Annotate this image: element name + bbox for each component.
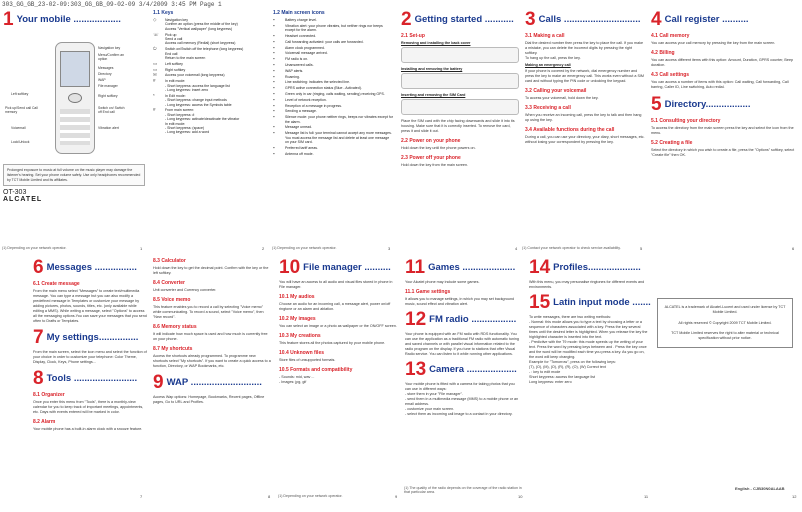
page-number-11: 11: [644, 494, 649, 499]
sim-illustration: [401, 99, 519, 115]
status-icon-description: Headset connected.: [285, 34, 317, 38]
status-icon: ▪: [273, 114, 275, 120]
status-icon-description: WAP alerts.: [285, 68, 304, 73]
status-icon-description: Alarm clock programmed.: [285, 45, 325, 50]
page-calls: [522, 10, 648, 250]
page-legal: [654, 258, 796, 498]
key-icon: ▭: [153, 60, 158, 66]
subsection-battery: Installing and removing the battery: [401, 67, 463, 71]
status-icon-description: Green only in car (ringing, calls waiting, sending) receiving GPS.: [285, 91, 385, 96]
key-icon: ☏: [153, 31, 159, 37]
create-message-text: From the main menu select "Messages" to create text/multimedia message. You can type a message but you can also modify a predefined message in Templates or customize your message by adding pictures, photos, sounds, titles, etc. (only available while editing a MMS). While writing a message, select "Options" to access all the messaging options.You can save your messages that you send often to Drafts or Templates.: [33, 289, 147, 323]
status-icon-description: Roaming.: [285, 74, 300, 79]
chapter-number: 8: [33, 368, 44, 389]
status-icon-row: [273, 109, 393, 113]
key-row: [153, 18, 265, 31]
label-voicemail: Voicemail: [11, 126, 26, 130]
game-settings-text: It allows you to manage settings, in which you may set background music, sound effect and vibration alert.: [405, 297, 515, 306]
status-icon-description: Sending a message.: [285, 109, 317, 114]
page-getting-started: [398, 10, 522, 250]
chapter-title: Getting started ...........: [414, 14, 514, 25]
status-icon: ▪: [273, 67, 275, 73]
key-icon: ✉: [153, 72, 157, 78]
key-description: Left softkey: [165, 61, 183, 66]
battery-illustration: [401, 73, 519, 89]
status-icon-description: Message list is full: your terminal cannot accept any more messages. You must access the message list and delete at least one message on your SIM card.: [285, 131, 392, 144]
chapter-number: 10: [279, 258, 301, 278]
power-off-text: Hold down the key from the main screen.: [401, 163, 469, 167]
unknown-files-text: Store files of unsupported formats.: [279, 358, 336, 362]
page-number-2: 2: [262, 246, 265, 251]
key-icon: #: [153, 107, 156, 113]
status-icon-description: Level of network reception.: [285, 97, 327, 102]
footnote-p9: (1) Depending on your network operator.: [278, 494, 343, 498]
status-icon: ▪: [273, 33, 275, 38]
status-icon-row: [273, 63, 393, 67]
section-formats: 10.5 Formats and compatibility: [279, 367, 353, 373]
status-icon-row: [273, 104, 393, 108]
chapter-number: 15: [529, 292, 551, 313]
status-icon-row: [273, 131, 393, 144]
status-icon: ▪: [273, 130, 275, 136]
status-icon-row: [273, 115, 393, 124]
status-icon: ▪: [273, 85, 275, 91]
section-create-message: 6.1 Create message: [33, 281, 80, 287]
status-icon-row: [273, 146, 393, 150]
label-right-softkey: Right softkey: [98, 94, 118, 98]
section-shortcuts: 8.7 My shortcuts: [153, 346, 193, 352]
trademark-notice: ALCATEL is a trademark of Alcatel-Lucent and used under license by TCT Mobile Limited. All rights reserved © Copyright 2009 TCT Mobile Limited. TCT Mobile Limited reserves the right to alter material or technical specification without prior notice.: [657, 298, 793, 348]
chapter-number: 3: [525, 10, 536, 30]
page-file-manager: [276, 258, 402, 498]
key-row: [153, 62, 265, 66]
my-audios-text: Choose an audio for an incoming call, a message alert, power on/off ringtone or an alarm and ablation.: [279, 302, 391, 311]
status-icon-row: [273, 51, 393, 55]
making-call-text: Dial the desired number then press the key to place the call. If you make a mistake, you can delete the incorrect digits by pressing the right softkey. To hang up the call, press the key.: [525, 41, 644, 60]
chapter-number: 7: [33, 327, 44, 348]
converter-text: Unit converter and Currency converter.: [153, 288, 217, 292]
chapter-heading: [3, 10, 145, 29]
key-icon: *: [153, 92, 155, 98]
page-call-register: [648, 10, 798, 250]
section-my-audios: 10.1 My audios: [279, 294, 315, 300]
section-voice-memo: 8.5 Voice memo: [153, 297, 191, 303]
chapter-number: 12: [405, 309, 427, 330]
status-icon-description: GPRS active connection status (Blue - Activated).: [285, 86, 362, 91]
footnote-p6: (1) Contact your network operator to check service availability.: [522, 246, 621, 250]
status-icon: ▪: [273, 73, 275, 79]
status-icon-description: Vibration alert: your phone vibrates, but neither rings nor beeps except for the alarm.: [285, 23, 383, 33]
brand-logo: ALCATEL: [3, 196, 43, 204]
status-icon-description: Reception of a message in progress.: [285, 103, 343, 108]
voice-memo-text: This feature enables you to record a call by selecting "Voice memo" while communicating. To record a sound, select "Voice memo", then "New record".: [153, 305, 264, 319]
status-icon-description: Battery charge level.: [285, 18, 317, 22]
subsection-back-cover: Removing and installing the back cover: [401, 41, 471, 45]
key-row: [153, 47, 265, 60]
status-icon-row: [273, 69, 393, 73]
status-icon: ▪: [273, 96, 275, 102]
chapter-title: Messages ................: [46, 262, 137, 273]
alarm-text: Your mobile phone has a built-in alarm clock with a snooze feature.: [33, 427, 143, 431]
status-icon: ▪: [273, 38, 275, 44]
keypad: [60, 109, 90, 145]
section-call-settings: 4.3 Call settings: [651, 72, 690, 78]
power-on-text: Hold down the key until the phone powers on.: [401, 146, 476, 150]
chapter-number: 4: [651, 10, 662, 30]
status-icon-description: Call forwarding activated: your calls are forwarded.: [285, 39, 364, 44]
icons-list: [273, 18, 393, 156]
key-row: [153, 68, 265, 72]
page-number-1: 1: [140, 246, 143, 251]
key-description: Access your voicemail (long keypress): [165, 73, 225, 78]
games-intro: Your Alcatel phone may include some games.: [405, 280, 480, 284]
status-icon: ▪: [273, 150, 275, 156]
status-icon-description: Unanswered calls.: [285, 62, 314, 67]
section-alarm: 8.2 Alarm: [33, 419, 56, 425]
page-number-10: 10: [518, 494, 523, 499]
section-my-images: 10.2 My images: [279, 316, 316, 322]
status-icon-row: [273, 92, 393, 96]
receiving-text: When you receive an incoming call, press the key to talk and then hang up using the key.: [525, 113, 642, 122]
section-making-call: 3.1 Making a call: [525, 33, 565, 39]
call-settings-text: You can access a number of items with this option: Call waiting, Call forwarding, Call barring, Caller ID, Line switching, Auto redial.: [651, 80, 789, 89]
section-converter: 8.4 Converter: [153, 280, 185, 286]
page-keys: [150, 10, 268, 250]
footnote-p3: (1) Depending on your network operator.: [272, 246, 337, 250]
status-icon-description: Antenna off mode.: [285, 151, 314, 156]
key-row: [153, 79, 265, 92]
status-icon: ▪: [273, 108, 275, 114]
wap-text: Access Wap options: Homepage, Bookmarks, Recent pages, Offline pages, Go to URL and Profiles.: [153, 395, 265, 404]
status-icon: ▪: [273, 44, 275, 50]
status-icon-row: [273, 40, 393, 44]
file-manager-intro: You will have an access to all audio and visual files stored in phone in File manager.: [279, 280, 393, 289]
billing-text: You can access different items with this option: Amount, Duration, GPRS counter, Beep duration.: [651, 58, 794, 67]
status-icon: ▪: [273, 61, 275, 67]
call-memory-text: You can access your call memory by pressing the key from the main screen.: [651, 41, 776, 45]
section-setup: 2.1 Set-up: [401, 33, 425, 39]
label-vibration: Vibration alert: [98, 126, 119, 130]
page-number-9: 9: [395, 494, 398, 499]
chapter-number: 11: [405, 258, 426, 278]
label-left-softkey: Left softkey: [11, 92, 29, 96]
status-icon-row: [273, 18, 393, 22]
bottom-sheet: [0, 258, 802, 508]
key-icon: #: [153, 78, 156, 84]
footnote-p1: (1) Depending on your network operator.: [2, 246, 67, 250]
section-functions: 3.4 Available functions during the call: [525, 127, 615, 133]
section-power-off: 2.3 Power off your phone: [401, 155, 461, 161]
functions-text: During a call, you can use your directory, your diary, short messages, etc. without losing your correspondent by pressing the key.: [525, 135, 645, 144]
chapter-number: 6: [33, 258, 44, 278]
section-keys: 1.1 Keys: [153, 10, 174, 16]
hearing-warning: Prolonged exposure to music at full volume on the music player may damage the listener's hearing. Set your phone volume safely. Use only headphones recommended by TCT Mobile Limited and its affiliates.: [3, 164, 145, 186]
key-description: Pick up Send a call Access call memory (Redial) (short keypress): [165, 32, 236, 46]
status-icon-description: FM radio is on.: [285, 57, 309, 62]
shortcuts-text: Access the shortcuts already programmed. To programme new shortcuts select "My shortcuts". If you want to create a quick access to a function, Directory, or WAP Bookmarks, etc.: [153, 354, 271, 368]
key-description: In edit mode: - Short keypress: access the language list - Long keypress: insert zero: [165, 79, 230, 93]
camera-text: Your mobile phone is fitted with a camera for taking photos that you can use in different ways: - store them in your "File manager". - send them in a multimedia message (MMS) to a mobile phone or an email address. - customize your main screen. - select them as incoming call image to a contact in your directory.: [405, 382, 519, 416]
section-power-on: 2.2 Power on your phone: [401, 138, 461, 144]
chapter-title: Latin input mode .......: [553, 297, 651, 308]
chapter-title: WAP ...........................: [166, 377, 262, 388]
page-profiles: [526, 258, 652, 498]
organizer-text: Once you enter this menu from "Tools", there is a monthly-view calendar for you to keep track of important meetings, appointments, etc. Days with events entered will be marked in color.: [33, 400, 144, 414]
phone-illustration: [55, 42, 95, 154]
input-mode-text: To write messages, there are two writing methods: - Normal: this mode allows you to type a text by choosing a letter or a sequence of characters associated with a key. Press the key several times until the desired letter is highlighted. When you release the key the highlighted character is inserted into the text. - Predictive with the T9 mode: this mode speeds up the writing of your text. Press the word by pressing keys between and . Press the key once and the word will be modified each time you press a key. As you go on, the word will keep changing. Example for "Tomorrow", press on the following keys: (T), (O), (M), (O), (R), (R), (O), (W) Correct text - : key to edit mode Short keypress: access the language list Long keypress: enter zero: [529, 315, 648, 384]
section-unknown-files: 10.4 Unknown files: [279, 350, 325, 356]
status-icon-description: Line switching: indicates the selected line.: [285, 80, 350, 85]
key-description: Right softkey: [165, 67, 186, 72]
status-icon-row: [273, 46, 393, 50]
document-code: English - CJB30N0ALAAB: [735, 486, 785, 491]
page-messages: [30, 258, 150, 498]
profiles-intro: With this menu, you may personalise ringtones for different events and environments.: [529, 280, 645, 289]
label-lock: Lock/Unlock: [11, 140, 30, 144]
label-nav: Navigation key: [98, 46, 121, 50]
fm-radio-text: Your phone is equipped with an FM radio with RDS functionality. You can use the application as a traditional FM radio with automatic tuning and saved channels or with parallel visual information related to the radio program on the display. If you tune to stations that offer Visual Radio service. You can listen to it while running other applications.: [405, 332, 519, 356]
label-wap: WAP: [98, 78, 106, 82]
chapter-number: 9: [153, 372, 164, 393]
section-my-creations: 10.3 My creations: [279, 333, 321, 339]
label-switch: Switch on/ Switch off End call: [98, 106, 125, 114]
page-tools-continued: [150, 258, 274, 498]
section-creating-file: 5.2 Creating a file: [651, 140, 693, 146]
key-row: [153, 33, 265, 46]
page-games: [402, 258, 524, 498]
page-number-12: 12: [792, 494, 797, 499]
status-icon-row: [273, 98, 393, 102]
chapter-title: Directory.................: [664, 99, 751, 110]
key-description: In Edit mode: - Short keypress: change input methods - Long keypress: access the Symbols table: [165, 93, 232, 107]
status-icon-description: Message unread.: [285, 125, 313, 130]
label-directory: Directory: [98, 72, 112, 76]
page-number-3: 3: [388, 246, 391, 251]
chapter-title: File manager ..........: [303, 262, 391, 273]
page-number-6: 6: [792, 246, 795, 251]
print-header: 303_GG_GB_23-02-09:303_GG_GB_09-02-09 3/4/2009 3:45 PM Page 1: [2, 1, 222, 8]
key-row: [153, 108, 265, 134]
memory-text: It will indicate how much space is used and how much is currently free on your phone.: [153, 332, 268, 341]
subsection-sim: Inserting and removing the SIM Card: [401, 93, 466, 97]
status-icon: ▪: [273, 22, 275, 28]
settings-text: From the main screen, select the icon menu and select the function of your choice in order to customize your telephone: Color Theme, Display, Clock, Keys, Phone settings...: [33, 350, 147, 364]
chapter-number: 2: [401, 10, 412, 30]
keys-list: [153, 18, 265, 135]
chapter-title: My settings...............: [46, 332, 139, 343]
label-pickup: Pick up/Send call Call memory: [5, 106, 38, 114]
section-icons: 1.2 Main screen icons: [273, 10, 325, 16]
status-icon: ▪: [273, 124, 275, 130]
chapter-title: Calls .............................: [538, 14, 641, 25]
chapter-number: 13: [405, 359, 427, 380]
status-icon: ▪: [273, 102, 275, 108]
status-icon-description: Preferred tariff areas.: [285, 145, 319, 150]
key-description: Switch on/Switch off the telephone (long keypress) End call Return to the main screen: [165, 47, 244, 61]
back-cover-illustration: [401, 47, 519, 63]
creating-file-text: Select the directory in which you wish to create a file, press the "Options" softkey, select "Create file" then OK.: [651, 148, 795, 157]
status-icon-description: Voicemail message arrived.: [285, 51, 328, 56]
key-icon: ⏻: [153, 46, 157, 52]
label-messages: Messages: [98, 66, 114, 70]
model-name: OT-303: [3, 189, 27, 197]
chapter-number: 5: [651, 94, 662, 115]
page-number-5: 5: [640, 246, 643, 251]
status-icon: ▪: [273, 144, 275, 150]
key-icon: ▭: [153, 66, 158, 72]
status-icon-row: [273, 34, 393, 38]
section-memory: 8.6 Memory status: [153, 324, 197, 330]
calculator-text: Hold down the key to get the decimal point. Confirm with the key or the left softkey.: [153, 266, 269, 275]
key-row: [153, 73, 265, 77]
status-icon: ▪: [273, 90, 275, 96]
formats-text: - Sounds: mid, wav ... - Images: jpg, gif: [279, 375, 315, 384]
status-icon-row: [273, 24, 393, 33]
chapter-title: Call register ..........: [664, 14, 749, 25]
chapter-number: 1: [3, 10, 14, 30]
key-description: Navigation key Confirm an option (press the middle of the key) Access "Vertical wallpaper" (long keypress): [165, 18, 238, 31]
status-icon: ▪: [273, 56, 275, 62]
label-file: File manager: [98, 84, 118, 88]
page-main-screen-icons: [270, 10, 396, 250]
status-icon-row: [273, 75, 393, 79]
key-description: From main screen: - Short keypress: # - Long keypress: activate/deactivate the vibrator In edit mode: - Short keypress: (space) - Long keypress: add a word: [165, 108, 240, 135]
chapter-title: Games ....................: [428, 262, 516, 273]
subsection-emergency: Making an emergency call: [525, 63, 571, 67]
top-sheet: [0, 10, 802, 260]
page-number-4: 4: [515, 246, 518, 251]
my-images-text: You can select an image or a photo as wallpaper or the ON/OFF screen.: [279, 324, 397, 328]
status-icon: ▪: [273, 50, 275, 56]
section-billing: 4.2 Billing: [651, 50, 675, 56]
status-icon-row: [273, 80, 393, 84]
page-your-mobile: [0, 10, 148, 250]
status-icon: ▪: [273, 79, 275, 85]
chapter-title: Your mobile ..................: [16, 14, 121, 25]
section-organizer: 8.1 Organizer: [33, 392, 65, 398]
chapter-number: 14: [529, 258, 551, 278]
chapter-title: FM radio .................: [429, 314, 517, 325]
my-creations-text: This feature stores all the photos captured by your mobile phone.: [279, 341, 386, 345]
section-game-settings: 11.1 Game settings: [405, 289, 451, 295]
footnote-p10: (1) The quality of the radio depends on the coverage of the radio station in that particular area.: [404, 486, 522, 494]
status-icon-row: [273, 57, 393, 61]
status-icon-row: [273, 152, 393, 156]
section-calculator: 8.3 Calculator: [153, 258, 186, 264]
key-row: [153, 94, 265, 107]
voicemail-text: To access your voicemail, hold down the key.: [525, 96, 599, 100]
page-number-7: 7: [140, 494, 143, 499]
consulting-text: To access the directory from the main screen press the key and select the icon from the menu.: [651, 126, 794, 135]
key-icon: ◇: [153, 17, 157, 22]
chapter-title: Camera ...................: [429, 364, 517, 375]
section-consulting: 5.1 Consulting your directory: [651, 118, 721, 124]
sim-text: Place the SIM card with the chip facing downwards and slide it into its housing. Make sure that it is correctly inserted. To remove the card, press it and slide it out.: [401, 119, 515, 133]
status-icon: ▪: [273, 17, 275, 22]
nav-key: [68, 93, 82, 103]
page-number-8: 8: [268, 494, 271, 499]
section-receiving: 3.3 Receiving a call: [525, 105, 571, 111]
section-voicemail: 3.2 Calling your voicemail: [525, 88, 587, 94]
phone-diagram: [3, 32, 145, 162]
chapter-title: Tools ........................: [46, 373, 138, 384]
emergency-text: If your phone is covered by the network, dial emergency number and press the key to make an emergency call. This works even without a SIM card and without typing the PIN code or unlocking the keypad.: [525, 69, 645, 83]
status-icon-row: [273, 86, 393, 90]
status-icon-description: Silence mode: your phone neither rings, beeps nor vibrates except for the alarm.: [285, 115, 393, 124]
status-icon-row: [273, 125, 393, 129]
chapter-title: Profiles....................: [553, 262, 641, 273]
label-menu: Menu/Confirm an option: [98, 53, 125, 61]
phone-screen: [60, 51, 90, 87]
section-call-memory: 4.1 Call memory: [651, 33, 690, 39]
